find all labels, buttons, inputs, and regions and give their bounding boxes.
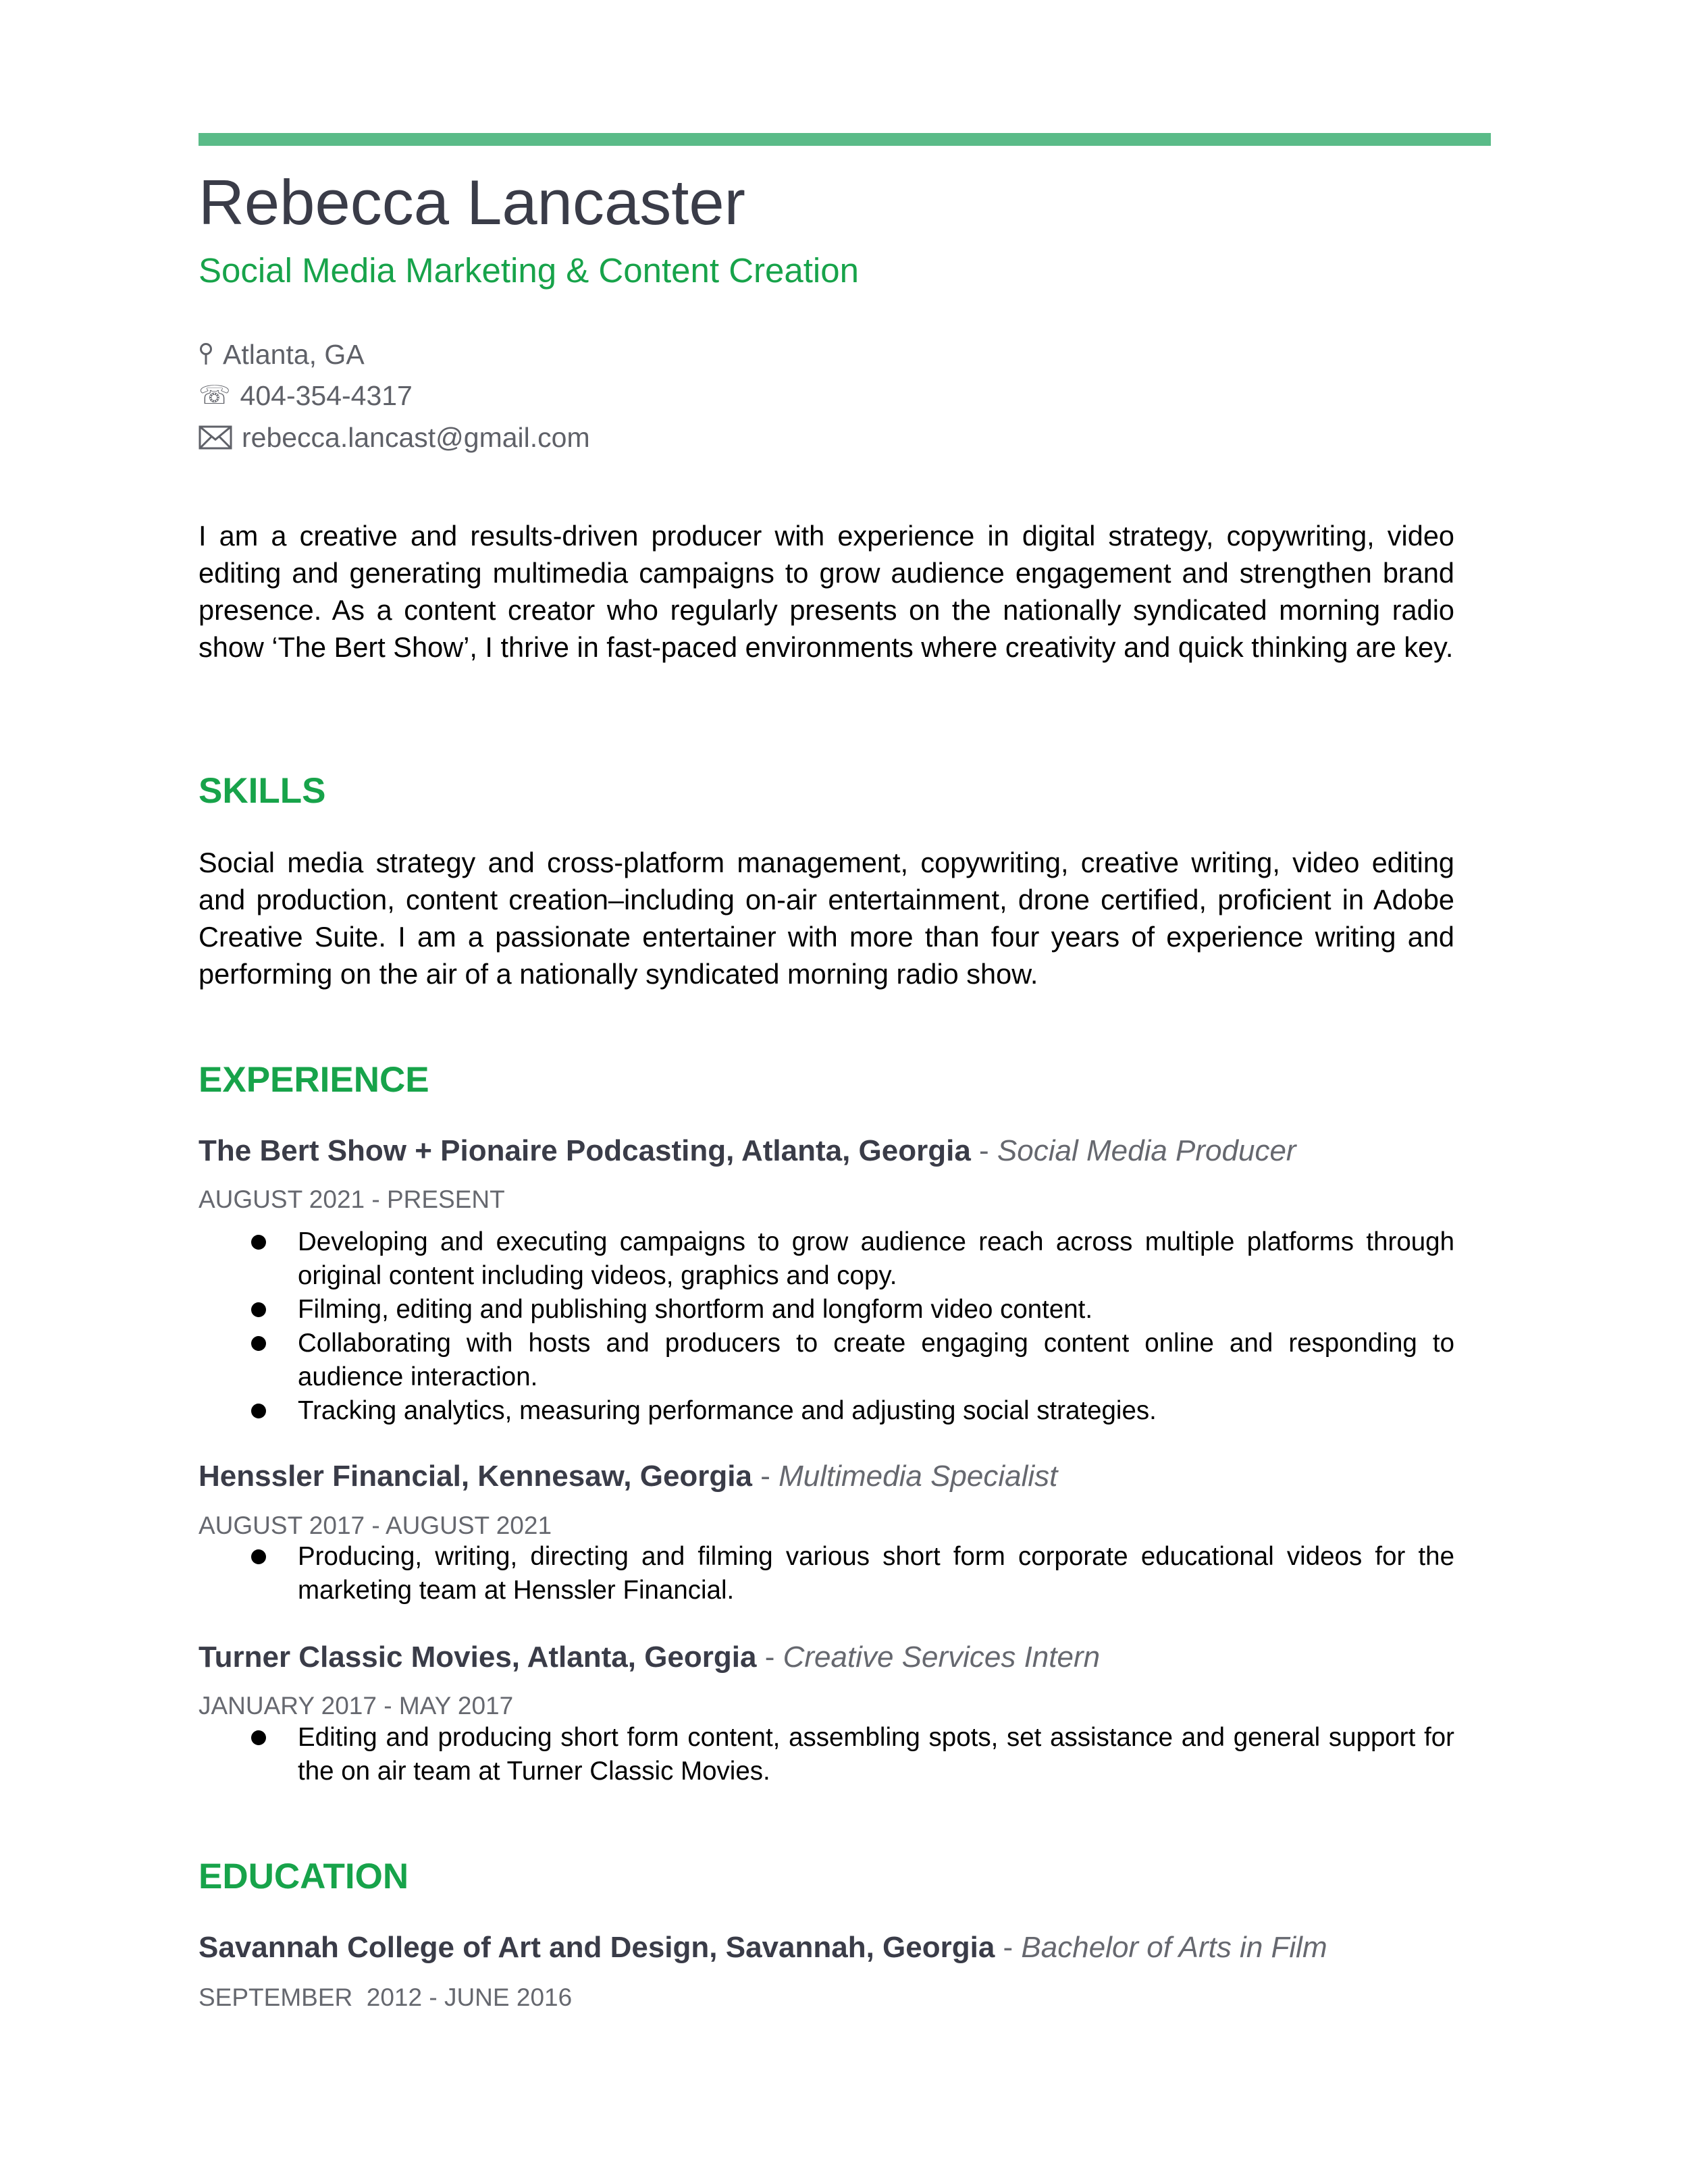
list-item: Tracking analytics, measuring performance and adjusting social strategies. (199, 1394, 1454, 1428)
candidate-name: Rebecca Lancaster (199, 167, 745, 238)
contact-phone (199, 377, 413, 415)
job-title-line (199, 1456, 1057, 1497)
bullet-icon (251, 1302, 266, 1317)
job-bullets (199, 1225, 1454, 1428)
envelope-icon (199, 425, 232, 450)
degree: Bachelor of Arts in Film (1021, 1931, 1327, 1964)
bullet-icon (251, 1730, 266, 1745)
job-separator: - (756, 1641, 783, 1674)
candidate-subtitle: Social Media Marketing & Content Creation (199, 251, 859, 290)
job-bullets (199, 1721, 1454, 1788)
job-title-line (199, 1637, 1100, 1678)
job-organization: Turner Classic Movies, Atlanta, Georgia (199, 1641, 757, 1674)
skills-paragraph: Social media strategy and cross-platform management, copywriting, creative writing, video editing and production, content creation–including on-air entertainment, drone certified, proficient in Adobe Creative Suite. I am a passionate entertainer with more than four years of experience writing and performing on the air of a nationally syndicated morning radio show. (199, 847, 1454, 990)
school-name: Savannah College of Art and Design, Savannah, Georgia (199, 1931, 995, 1964)
job-bullets (199, 1540, 1454, 1607)
location-text: Atlanta, GA (223, 339, 365, 370)
list-item: Editing and producing short form content, assembling spots, set assistance and general support for the on air team at Turner Classic Movies. (199, 1721, 1454, 1788)
education-title-line (199, 1927, 1327, 1968)
job-dates: AUGUST 2021 - PRESENT (199, 1186, 505, 1213)
job-organization: Henssler Financial, Kennesaw, Georgia (199, 1460, 752, 1493)
bullet-icon (251, 1336, 266, 1351)
list-item: Developing and executing campaigns to grow audience reach across multiple platforms through original content including videos, graphics and copy. (199, 1225, 1454, 1293)
contact-email (199, 419, 590, 456)
job-title-line (199, 1131, 1296, 1171)
bullet-icon (251, 1404, 266, 1418)
job-separator: - (752, 1460, 779, 1493)
job-separator: - (970, 1134, 997, 1167)
contact-location (199, 336, 365, 373)
location-pin-icon (199, 342, 213, 367)
job-dates: AUGUST 2017 - AUGUST 2021 (199, 1512, 552, 1539)
job-role: Social Media Producer (997, 1134, 1296, 1167)
job-role: Multimedia Specialist (779, 1460, 1058, 1493)
education-heading: EDUCATION (199, 1857, 409, 1896)
accent-bar (199, 133, 1491, 146)
phone-text: 404-354-4317 (240, 380, 413, 411)
experience-heading: EXPERIENCE (199, 1060, 429, 1100)
bullet-icon (251, 1549, 266, 1564)
skills-heading: SKILLS (199, 771, 326, 811)
summary-paragraph: I am a creative and results-driven producer with experience in digital strategy, copywriting, video editing and generating multimedia campaigns to grow audience engagement and strengthen brand presence. As a content creator who regularly presents on the nationally syndicated morning radio show ‘The Bert Show’, I thrive in fast-paced environments where creativity and quick thinking are key. (199, 520, 1454, 663)
education-dates: SEPTEMBER 2012 - JUNE 2016 (199, 1983, 573, 2011)
education-separator: - (995, 1931, 1022, 1964)
job-role: Creative Services Intern (783, 1641, 1101, 1674)
list-item: Filming, editing and publishing shortform and longform video content. (199, 1293, 1454, 1327)
bullet-icon (251, 1235, 266, 1250)
list-item: Collaborating with hosts and producers to create engaging content online and responding to audience interaction. (199, 1327, 1454, 1394)
email-text: rebecca.lancast@gmail.com (242, 422, 590, 453)
job-organization: The Bert Show + Pionaire Podcasting, Atlanta, Georgia (199, 1134, 971, 1167)
list-item: Producing, writing, directing and filming various short form corporate educational videos for the marketing team at Henssler Financial. (199, 1540, 1454, 1607)
job-dates: JANUARY 2017 - MAY 2017 (199, 1692, 514, 1720)
phone-icon: ☏ (199, 381, 231, 410)
